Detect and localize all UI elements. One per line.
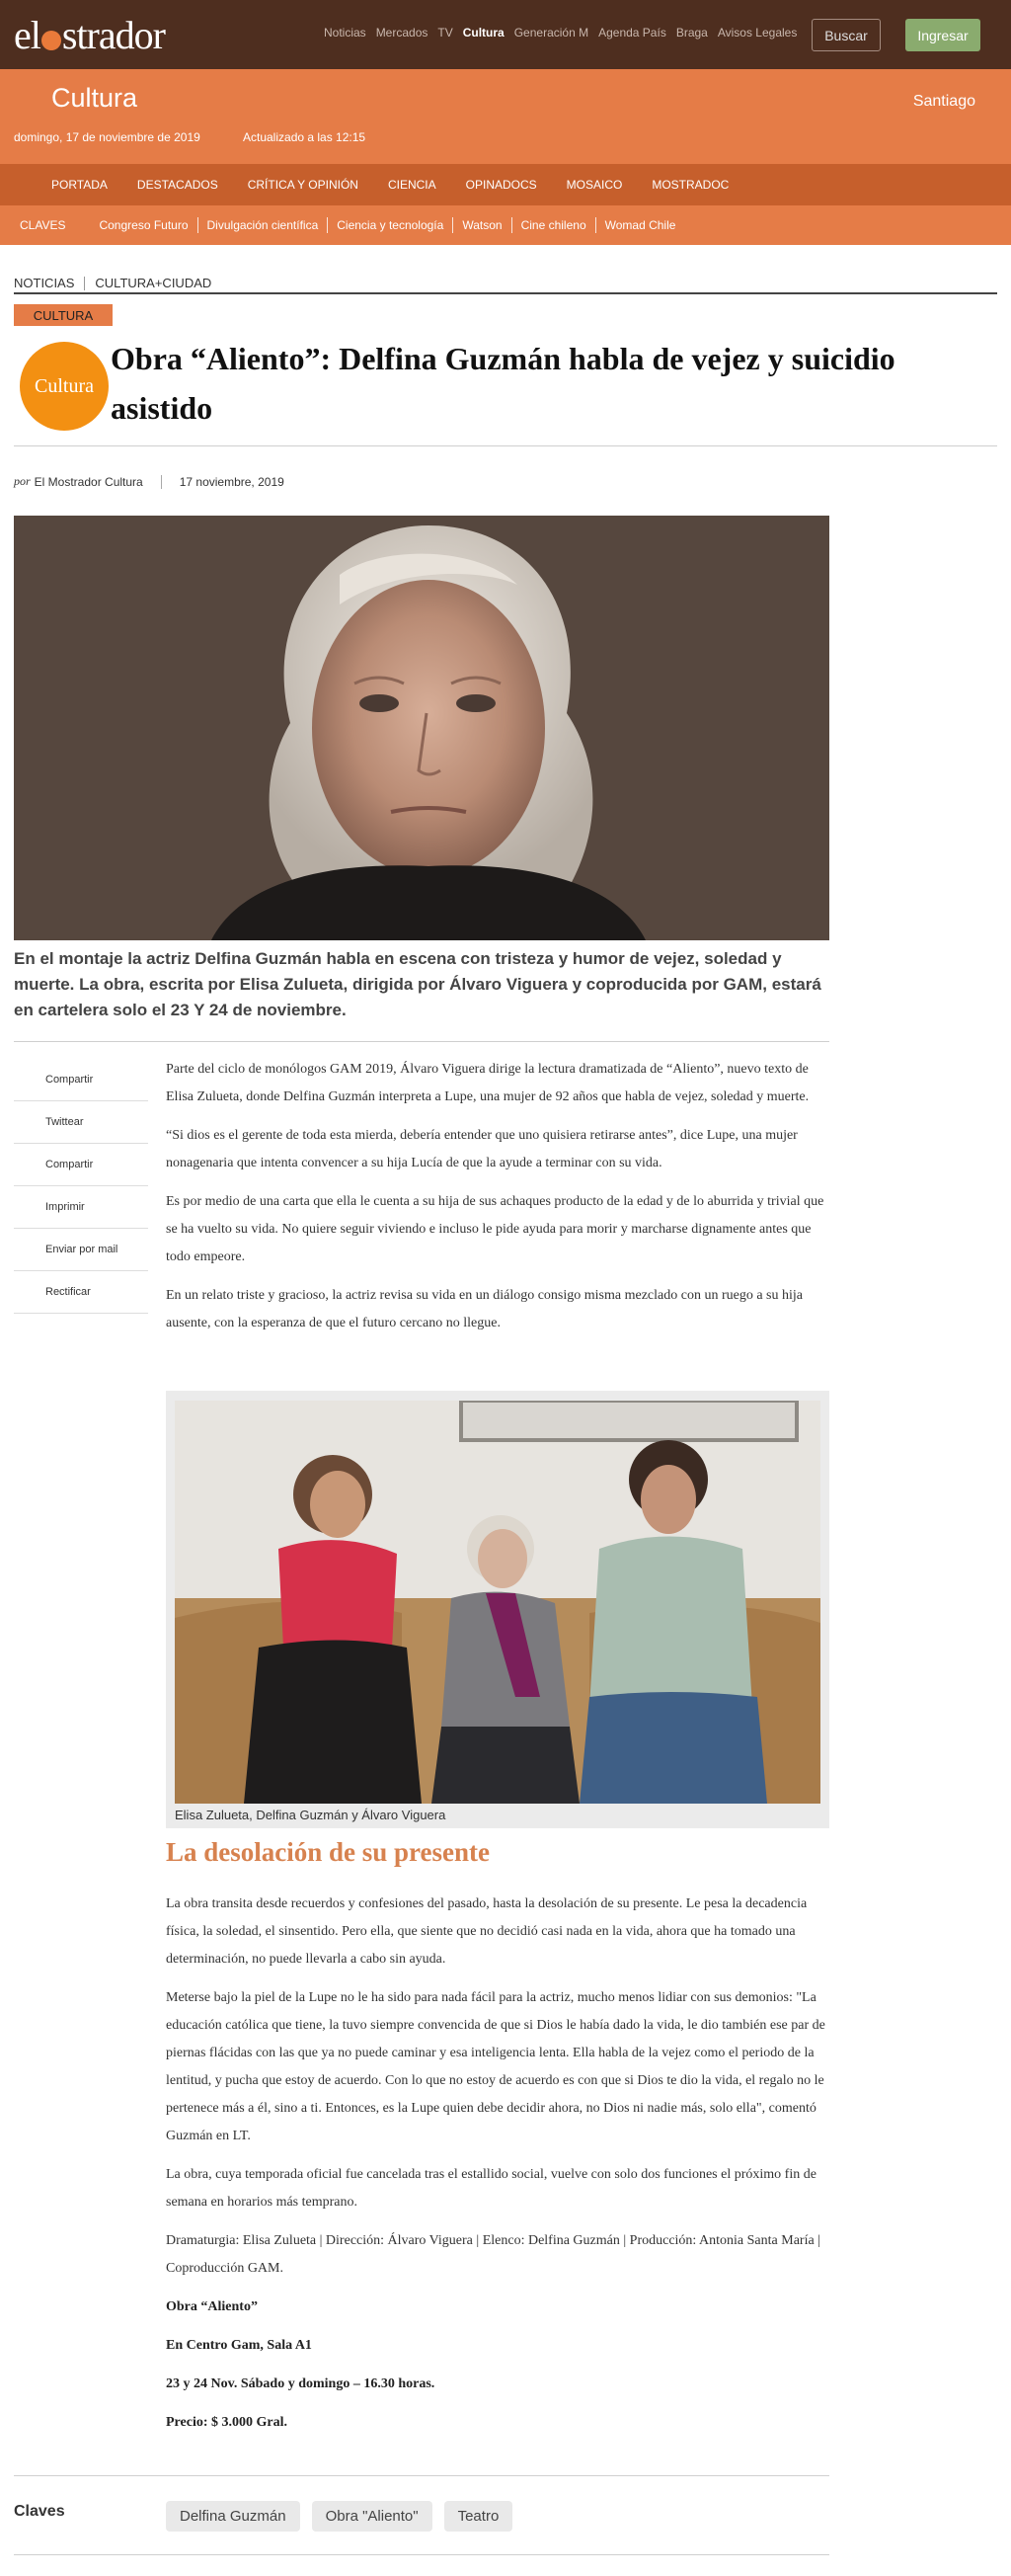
- article-date: 17 noviembre, 2019: [179, 474, 284, 489]
- event-info: En Centro Gam, Sala A1: [166, 2338, 312, 2353]
- email-button[interactable]: Enviar por mail: [14, 1229, 148, 1271]
- top-nav-item-active[interactable]: Cultura: [462, 26, 505, 40]
- divider: [14, 445, 997, 446]
- article-lead: En el montaje la actriz Delfina Guzmán habla en escena con tristeza y humor de vejez, soledad y muerte. La obra, escrita por Elisa Zulueta, dirigida por Álvaro Viguera y coproducida por GAM, estará en cartelera solo el 23 Y 24 de noviembre.: [14, 949, 821, 1019]
- secondary-nav-item[interactable]: Watson: [462, 218, 503, 232]
- divider: [452, 217, 453, 233]
- secondary-nav-item[interactable]: Ciencia y tecnología: [337, 218, 444, 232]
- top-nav-item[interactable]: TV: [437, 26, 453, 40]
- breadcrumb-item[interactable]: CULTURA+CIUDAD: [95, 276, 212, 290]
- divider: [84, 277, 85, 290]
- paragraph: La obra, cuya temporada oficial fue cancelada tras el estallido social, vuelve con solo dos funciones el próximo fin de semana en horarios más temprano.: [166, 2167, 817, 2210]
- share-panel: [14, 1059, 148, 1314]
- inline-photo-box: [166, 1391, 829, 1828]
- breadcrumb: [14, 276, 211, 290]
- tag-chip[interactable]: Obra "Aliento": [312, 2501, 432, 2532]
- article-body-b: [166, 1891, 829, 2437]
- top-nav-item[interactable]: Noticias: [324, 26, 366, 40]
- claves-tags: [166, 2501, 512, 2532]
- secondary-nav-item[interactable]: Divulgación científica: [206, 218, 319, 232]
- top-nav-item[interactable]: Generación M: [513, 26, 589, 40]
- logo-text-left: el: [14, 13, 40, 57]
- paragraph: La obra transita desde recuerdos y confesiones del pasado, hasta la desolación de su presente. Le pesa la decadencia física, la soledad, el sinsentido. Pero ella, que siente que no decidió casi nada en la vida, ahora que ha tomado una determinación, no puede llevarla a cabo sin ayuda.: [166, 1896, 808, 1967]
- paragraph: Meterse bajo la piel de la Lupe no le ha sido para nada fácil para la actriz, mucho menos lidiar con sus demonios: "La educación católica que tiene, la tuvo siempre convencida de que si Dios le había dado la vida, le dio también ese par de piernas flácidas con las que ya no puede caminar y esa inteligencia lenta. Ella habla de la vejez como el periodo de la lentitud, y pucha que estoy de acuerdo. Con lo que no estoy de acuerdo es con que si Dios te dio la vida, el regalo no le pertenece más a él, sino a ti. Entonces, es la Lupe quien debe decidir ahora, no Dios ni nadie más, solo ella", comentó Guzmán en LT.: [166, 1990, 825, 2143]
- rectify-button[interactable]: Rectificar: [14, 1271, 148, 1314]
- event-info: Obra “Aliento”: [166, 2299, 258, 2314]
- author-link[interactable]: El Mostrador Cultura: [34, 474, 143, 489]
- divider: [161, 475, 162, 489]
- claves-link[interactable]: CLAVES: [20, 218, 66, 232]
- divider: [14, 1041, 829, 1042]
- top-bar: [0, 0, 1011, 69]
- divider: [595, 217, 596, 233]
- secondary-nav-item[interactable]: Cine chileno: [520, 218, 586, 232]
- primary-nav: [0, 164, 1011, 205]
- site-logo[interactable]: [14, 12, 165, 58]
- paragraph: “Si dios es el gerente de toda esta mierda, debería entender que uno quisiera retirarse antes”, dice Lupe, una mujer nonagenaria que intenta convencer a su hija Lucía de que la ayude a terminar con su vida.: [166, 1128, 798, 1170]
- top-nav-item[interactable]: Agenda País: [598, 26, 666, 40]
- logo-dot: [41, 31, 61, 50]
- inline-photo: [175, 1401, 820, 1804]
- section-updated: Actualizado a las 12:15: [243, 130, 366, 144]
- article-body-a: [166, 1056, 829, 1337]
- primary-nav-item[interactable]: CRÍTICA Y OPINIÓN: [247, 178, 358, 192]
- tag-chip[interactable]: Teatro: [444, 2501, 513, 2532]
- paragraph: Dramaturgia: Elisa Zulueta | Dirección: Álvaro Viguera | Elenco: Delfina Guzmán | Producción: Antonia Santa María | Coproducción GAM.: [166, 2233, 820, 2276]
- divider: [511, 217, 512, 233]
- tag-chip[interactable]: Delfina Guzmán: [166, 2501, 300, 2532]
- divider: [14, 2554, 829, 2555]
- primary-nav-item[interactable]: CIENCIA: [387, 178, 436, 192]
- section-header: [0, 69, 1011, 164]
- secondary-nav-item[interactable]: Womad Chile: [604, 218, 676, 232]
- photo-caption: Elisa Zulueta, Delfina Guzmán y Álvaro Viguera: [175, 1808, 446, 1822]
- byline: [14, 474, 284, 489]
- event-info: Precio: $ 3.000 Gral.: [166, 2415, 287, 2430]
- article-title: Obra “Aliento”: Delfina Guzmán habla de vejez y suicidio asistido: [111, 341, 895, 426]
- primary-nav-item[interactable]: OPINADOCS: [465, 178, 537, 192]
- event-info: 23 y 24 Nov. Sábado y domingo – 16.30 horas.: [166, 2376, 435, 2391]
- secondary-nav: [0, 205, 1011, 245]
- top-nav: [324, 26, 797, 40]
- paragraph: En un relato triste y gracioso, la actriz revisa su vida en un diálogo consigo misma mezclado con un ruego a su hija ausente, con la esperanza de que el futuro cercano no llegue.: [166, 1288, 803, 1330]
- paragraph: Es por medio de una carta que ella le cuenta a su hija de sus achaques producto de la edad y de lo aburrida y trivial que se ha vuelto su vida. No quiere seguir viviendo e incluso le pide ayuda para morir y marcharse dignamente antes que todo empeore.: [166, 1194, 824, 1264]
- share-facebook-button[interactable]: Compartir: [14, 1059, 148, 1101]
- divider: [14, 2475, 829, 2476]
- primary-nav-item[interactable]: PORTADA: [51, 178, 108, 192]
- top-nav-item[interactable]: Mercados: [375, 26, 428, 40]
- breadcrumb-rule: [14, 292, 997, 294]
- section-title[interactable]: Cultura: [51, 83, 138, 113]
- secondary-nav-item[interactable]: Congreso Futuro: [99, 218, 189, 232]
- category-badge[interactable]: Cultura: [20, 342, 109, 431]
- divider: [327, 217, 328, 233]
- share-linkedin-button[interactable]: Compartir: [14, 1144, 148, 1186]
- divider: [197, 217, 198, 233]
- section-date: domingo, 17 de noviembre de 2019: [14, 130, 200, 144]
- byline-prefix: por: [14, 474, 31, 488]
- hero-photo: [14, 516, 829, 940]
- breadcrumb-item[interactable]: NOTICIAS: [14, 276, 75, 290]
- print-button[interactable]: Imprimir: [14, 1186, 148, 1229]
- top-nav-item[interactable]: Avisos Legales: [717, 26, 798, 40]
- primary-nav-item[interactable]: MOSAICO: [566, 178, 623, 192]
- primary-nav-item[interactable]: MOSTRADOC: [652, 178, 730, 192]
- section-city: Santiago: [912, 93, 975, 110]
- login-button[interactable]: Ingresar: [905, 19, 980, 51]
- search-button[interactable]: Buscar: [812, 19, 881, 51]
- share-twitter-button[interactable]: Twittear: [14, 1101, 148, 1144]
- top-nav-item[interactable]: Braga: [675, 26, 708, 40]
- logo-text-right: strador: [61, 13, 165, 57]
- category-tag[interactable]: CULTURA: [14, 304, 113, 326]
- paragraph: Parte del ciclo de monólogos GAM 2019, Álvaro Viguera dirige la lectura dramatizada de “Aliento”, nuevo texto de Elisa Zulueta, donde Delfina Guzmán interpreta a Lupe, una mujer de 92 años que habla de vejez, soledad y muerte.: [166, 1062, 810, 1104]
- section-subhead: La desolación de su presente: [166, 1837, 491, 1867]
- claves-label: Claves: [14, 2503, 65, 2520]
- primary-nav-item[interactable]: DESTACADOS: [136, 178, 218, 192]
